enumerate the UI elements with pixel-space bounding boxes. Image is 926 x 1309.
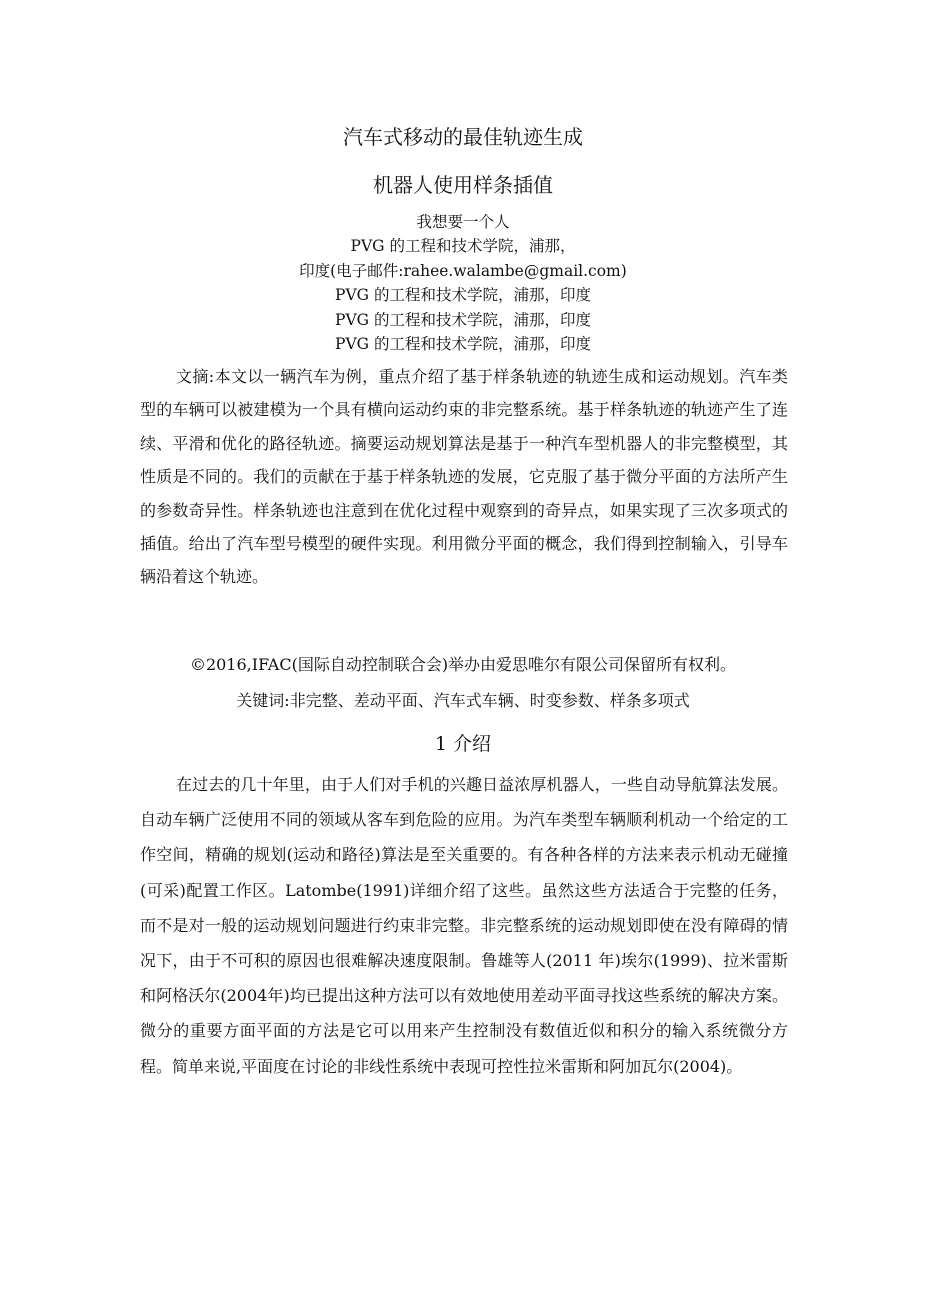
section-heading-introduction: 1 介绍 [434, 733, 492, 755]
author-affiliation: PVG 的工程和技术学院，浦那，印度 [335, 310, 591, 329]
paper-title-line-2: 机器人使用样条插值 [373, 173, 553, 197]
author-affiliation: PVG 的工程和技术学院，浦那， [350, 237, 576, 256]
author-affiliation: PVG 的工程和技术学院，浦那，印度 [335, 335, 591, 354]
author-block [0, 210, 926, 356]
keywords-line: 关键词:非完整、差动平面、汽车式车辆、时变参数、样条多项式 [236, 691, 690, 710]
author-affiliation: PVG 的工程和技术学院，浦那，印度 [335, 286, 591, 305]
author-name: 我想要一个人 [416, 213, 510, 231]
paper-title-line-1: 汽车式移动的最佳轨迹生成 [343, 125, 583, 149]
copyright-notice: ©2016,IFAC(国际自动控制联合会)举办由爱思唯尔有限公司保留所有权利。 [189, 655, 737, 674]
abstract-paragraph: 文摘:本文以一辆汽车为例，重点介绍了基于样条轨迹的轨迹生成和运动规划。汽车类型的车辆可以被建模为一个具有横向运动约束的非完整系统。基于样条轨迹的轨迹产生了连续、平滑和优化的路径轨迹。摘要运动规划算法是基于一种汽车型机器人的非完整模型，其性质是不同的。我们的贡献在于基于样条轨迹的发展，它克服了基于微分平面的方法所产生的参数奇异性。样条轨迹也注意到在优化过程中观察到的奇异点，如果实现了三次多项式的插值。给出了汽车型号模型的硬件实现。利用微分平面的概念，我们得到控制输入，引导车辆沿着这个轨迹。 [140, 367, 788, 587]
author-email: 印度(电子邮件:rahee.walambe@gmail.com) [299, 261, 627, 280]
introduction-paragraph: 在过去的几十年里，由于人们对手机的兴趣日益浓厚机器人，一些自动导航算法发展。自动车辆广泛使用不同的领域从客车到危险的应用。为汽车类型车辆顺利机动一个给定的工作空间，精确的规划(运动和路径)算法是至关重要的。有各种各样的方法来表示机动无碰撞(可采)配置工作区。Latombe(1991)详细介绍了这些。虽然这些方法适合于完整的任务，而不是对一般的运动规划问题进行约束非完整。非完整系统的运动规划即使在没有障碍的情况下，由于不可积的原因也很难解决速度限制。鲁雄等人(2011 年)埃尔(1999)、拉米雷斯和阿格沃尔(2004年)均已提出这种方法可以有效地使用差动平面寻找这些系统的解决方案。微分的重要方面平面的方法是它可以用来产生控制没有数值近似和积分的输入系统微分方程。简单来说,平面度在讨论的非线性系统中表现可控性拉米雷斯和阿加瓦尔(2004)。 [140, 775, 788, 1076]
